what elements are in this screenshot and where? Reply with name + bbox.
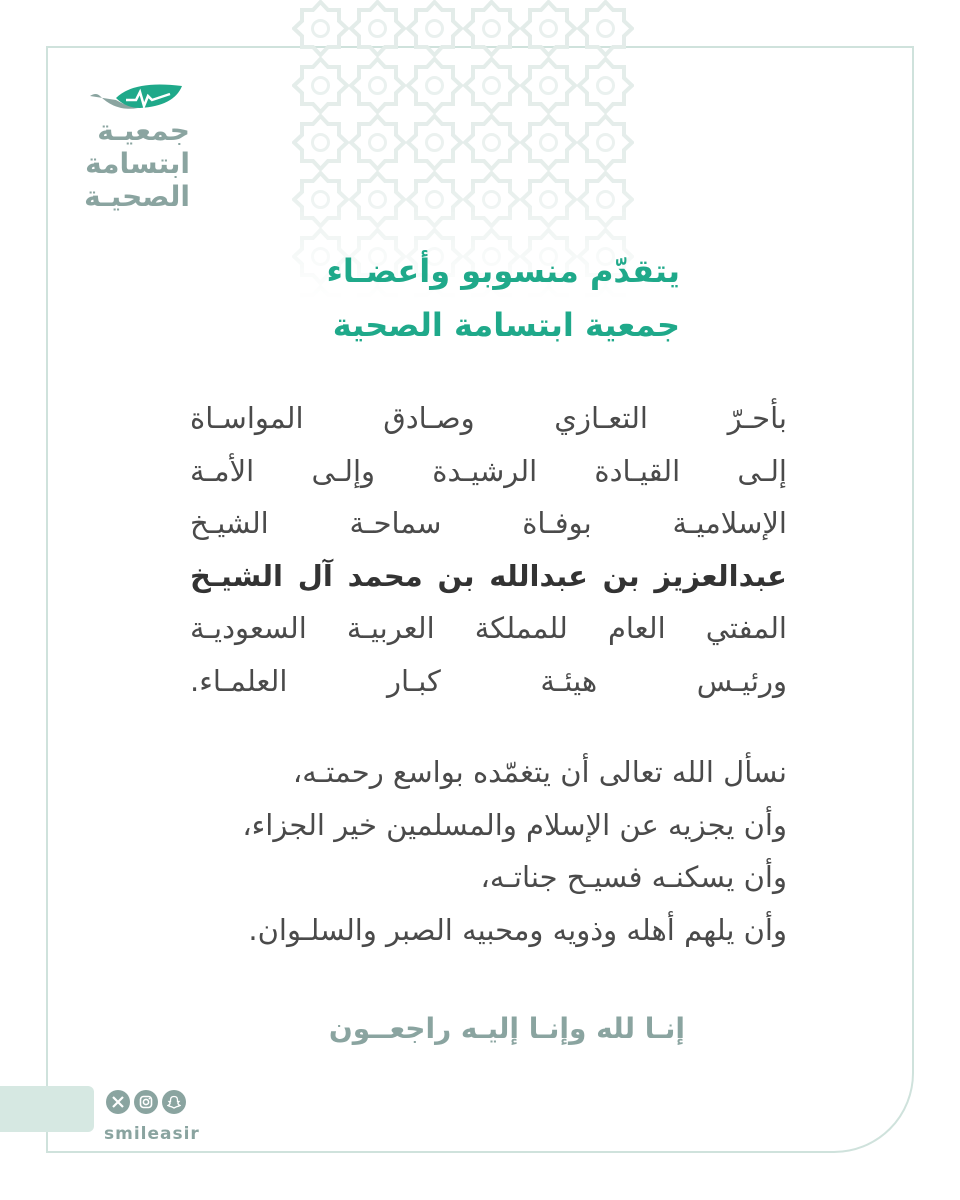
brand-line-1: جمعيـة xyxy=(97,114,190,147)
social-icons xyxy=(106,1090,186,1114)
paragraph-line: المفتي العام للمملكة العربيـة السعوديـة xyxy=(190,611,787,645)
paragraph-line: وأن يجزيه عن الإسلام والمسلمين خير الجزاء، xyxy=(242,807,787,842)
x-icon[interactable] xyxy=(106,1090,130,1114)
smile-leaf-icon xyxy=(86,78,186,118)
brand-logo xyxy=(78,72,198,212)
closing-phrase: إنـا لله وإنـا إليـه راجعــون xyxy=(328,1012,685,1045)
brand-line-3: الصحيـة xyxy=(84,180,190,213)
paragraph-line: إلـى القيـادة الرشيـدة وإلـى الأمـة xyxy=(190,453,787,488)
headline-line-2: جمعية ابتسامة الصحية xyxy=(332,306,680,344)
paragraph-line: نسأل الله تعالى أن يتغمّده بواسع رحمتـه، xyxy=(292,755,787,789)
paragraph-line: بأحـرّ التعـازي وصـادق المواسـاة xyxy=(190,401,787,435)
brand-line-2: ابتسامة xyxy=(85,147,190,180)
paragraph-line: وأن يسكنـه فسيـح جناتـه، xyxy=(480,860,787,894)
headline xyxy=(200,244,680,352)
footer-tab-decoration xyxy=(0,1086,94,1132)
social-handle[interactable]: smileasir xyxy=(104,1124,200,1144)
snapchat-icon[interactable] xyxy=(162,1090,186,1114)
paragraph-line: الإسلاميـة بوفـاة سماحـة الشيـخ xyxy=(190,506,787,540)
paragraph-line: وأن يلهم أهله وذويه ومحبيه الصبر والسلـوان. xyxy=(248,912,787,947)
paragraph-line: ورئيـس هيئـة كبـار العلمـاء. xyxy=(190,663,787,698)
headline-line-1: يتقدّم منسوبو وأعضـاء xyxy=(326,252,680,290)
prayer-paragraph xyxy=(190,746,787,956)
brand-name xyxy=(84,114,190,213)
deceased-name: عبدالعزيز بن عبدالله بن محمد آل الشيـخ xyxy=(190,558,787,593)
instagram-icon[interactable] xyxy=(134,1090,158,1114)
condolence-paragraph xyxy=(190,392,787,707)
